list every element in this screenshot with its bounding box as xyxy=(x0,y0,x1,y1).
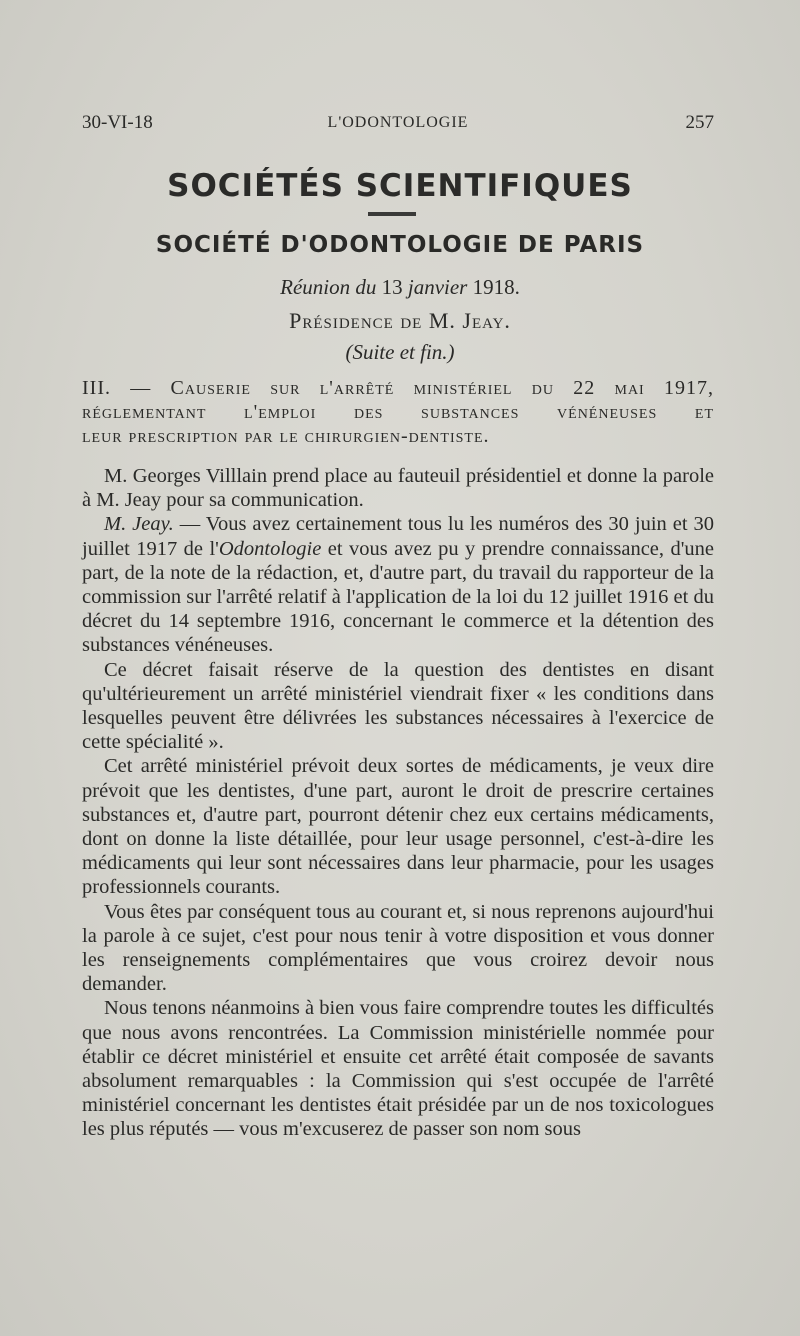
article-body xyxy=(82,464,714,1142)
section-title: SOCIÉTÉS SCIENTIFIQUES xyxy=(167,168,633,204)
meeting-month: janvier xyxy=(407,275,468,299)
society-title: SOCIÉTÉ D'ODONTOLOGIE DE PARIS xyxy=(155,232,645,258)
paragraph: Vous êtes par conséquent tous au courant et, si nous reprenons aujourd'hui la parole à ce sujet, c'est pour nous tenir à votre disposition et vous donner les renseignements complémentaires que vous croirez devoir nous demander. xyxy=(82,900,714,996)
paragraph: Nous tenons néanmoins à bien vous faire comprendre toutes les difficultés que nous avons rencontrées. La Commission ministérielle nommée pour établir ce décret ministériel et ensuite cet arrêté était composée de savants absolument remarquables : la Commission qui s'est occupée de l'arrêté ministériel concernant les dentistes était présidée par un de nos toxicologues les plus réputés — vous m'excuserez de passer son nom sous xyxy=(82,997,714,1141)
journal-name: L'ODONTOLOGIE xyxy=(327,114,469,131)
meeting-date xyxy=(0,275,800,300)
paragraph: Ce décret faisait réserve de la question des dentistes en disant qu'ultérieurement un arrêté ministériel viendrait fixer « les conditions dans lesquelles peuvent être délivrées les substances nécessaires à l'exercice de cette spécialité ». xyxy=(82,658,714,754)
page-number: 257 xyxy=(685,112,714,133)
presidence-line: Présidence de M. Jeay. xyxy=(289,308,511,333)
meeting-day: 13 xyxy=(381,275,403,299)
meeting-year: 1918. xyxy=(472,275,520,299)
talk-heading-line-3: leur prescription par le chirurgien-dentiste. xyxy=(82,425,490,447)
speaker-name: M. Jeay. xyxy=(104,513,174,536)
journal-reference: Odontologie xyxy=(218,537,322,560)
title-rule xyxy=(368,212,416,216)
talk-heading-line-2: réglementant l'emploi des substances vénéneuses et xyxy=(82,401,714,423)
issue-date: 30-VI-18 xyxy=(82,112,153,133)
talk-heading xyxy=(82,376,714,448)
paragraph: M. Georges Villlain prend place au fauteuil présidentiel et donne la parole à M. Jeay pour sa communication. xyxy=(82,465,714,512)
paragraph-text: et vous avez pu y prendre connaissance, d'une part, de la note de la rédaction, et, d'autre part, du travail du rapporteur de la commission sur l'arrêté relatif à l'application de la loi du 12 juillet 1916 et du décret du 14 septembre 1916, concernant le commerce et la détention des substances vénéneuses. xyxy=(82,537,714,657)
talk-heading-line-1: III. — Causerie sur l'arrêté ministériel du 22 mai 1917, xyxy=(82,377,714,399)
paragraph-text: — Vous avez certainement tous lu les numéros des 30 juin et 30 juillet 1917 de l' xyxy=(82,513,714,560)
running-header xyxy=(82,112,714,142)
suite-note: (Suite et fin.) xyxy=(345,340,455,364)
meeting-prefix: Réunion du xyxy=(280,275,377,299)
paragraph: Cet arrêté ministériel prévoit deux sortes de médicaments, je veux dire prévoit que les dentistes, d'une part, auront le droit de prescrire certaines substances et, d'autre part, pourront détenir chez eux certains médicaments, dont on donne la liste détaillée, pour leur usage personnel, c'est-à-dire les médicaments qui leur sont nécessaires dans leur pharmacie, pour les usages professionnels courants. xyxy=(82,755,714,899)
paragraph xyxy=(82,512,714,657)
